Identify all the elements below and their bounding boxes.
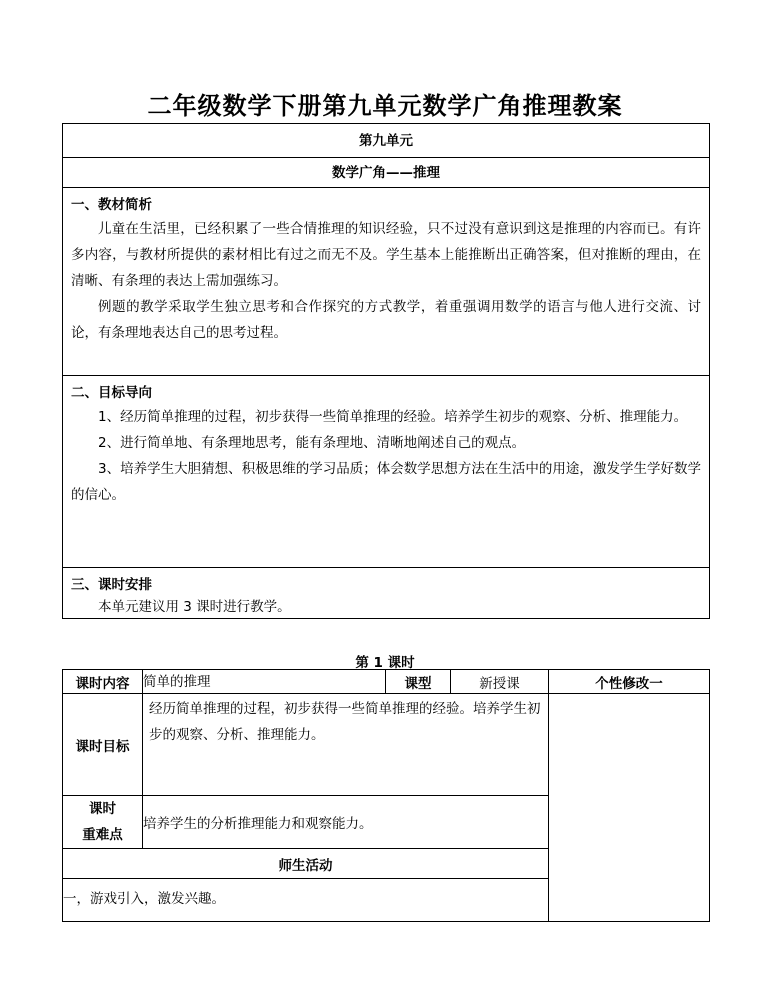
lesson-plan-table bbox=[62, 669, 710, 922]
section-heading: 二、目标导向 bbox=[71, 385, 152, 401]
goal-label: 课时目标 bbox=[63, 694, 143, 796]
section-heading: 三、课时安排 bbox=[71, 577, 152, 593]
section-heading: 一、教材简析 bbox=[71, 197, 152, 213]
unit-name-cell bbox=[63, 124, 710, 158]
document-title: 二年级数学下册第九单元数学广角推理教案 bbox=[147, 92, 623, 120]
section-paragraph: 例题的教学采取学生独立思考和合作探究的方式教学，着重强调用数学的语言与他人进行交流、讨论，有条理地表达自己的思考过程。 bbox=[71, 299, 701, 341]
content-label: 课时内容 bbox=[63, 670, 143, 694]
section-goals bbox=[63, 376, 710, 568]
unit-name: 第九单元 bbox=[359, 132, 413, 149]
activity-first-step: 一，游戏引入，激发兴趣。 bbox=[63, 879, 549, 922]
key-points-value: 培养学生的分析推理能力和观察能力。 bbox=[143, 796, 549, 849]
unit-topic: 数学广角——推理 bbox=[332, 164, 440, 181]
section-paragraph: 3、培养学生大胆猜想、积极思维的学习品质；体会数学思想方法在生活中的用途，激发学生学好数学的信心。 bbox=[71, 461, 701, 503]
unit-overview-table bbox=[62, 123, 710, 619]
section-paragraph: 本单元建议用 3 课时进行教学。 bbox=[98, 599, 291, 615]
type-value: 新授课 bbox=[451, 670, 549, 694]
lesson-title: 第 1 课时 bbox=[355, 655, 415, 671]
section-paragraph: 儿童在生活里，已经积累了一些合情推理的知识经验，只不过没有意识到这是推理的内容而已。有许多内容，与教材所提供的素材相比有过之而无不及。学生基本上能推断出正确答案，但对推断的理由，在清晰、有条理的表达上需加强练习。 bbox=[71, 221, 701, 289]
section-paragraph: 1、经历简单推理的过程，初步获得一些简单推理的经验。培养学生初步的观察、分析、推理能力。 bbox=[98, 409, 688, 425]
content-value: 简单的推理 bbox=[143, 670, 386, 694]
section-paragraph: 2、进行简单地、有条理地思考，能有条理地、清晰地阐述自己的观点。 bbox=[98, 435, 526, 451]
key-points-label-line1: 课时 bbox=[89, 801, 116, 817]
key-points-label-line2: 重难点 bbox=[82, 827, 123, 843]
goal-value: 经历简单推理的过程，初步获得一些简单推理的经验。培养学生初步的观察、分析、推理能力。 bbox=[143, 694, 549, 796]
revision-label: 个性修改一 bbox=[549, 670, 710, 694]
section-materials bbox=[63, 188, 710, 376]
activity-label: 师生活动 bbox=[63, 849, 549, 879]
section-schedule bbox=[63, 568, 710, 619]
type-label: 课型 bbox=[386, 670, 451, 694]
key-points-label bbox=[63, 796, 143, 849]
unit-topic-cell bbox=[63, 158, 710, 188]
revision-area bbox=[549, 694, 710, 922]
